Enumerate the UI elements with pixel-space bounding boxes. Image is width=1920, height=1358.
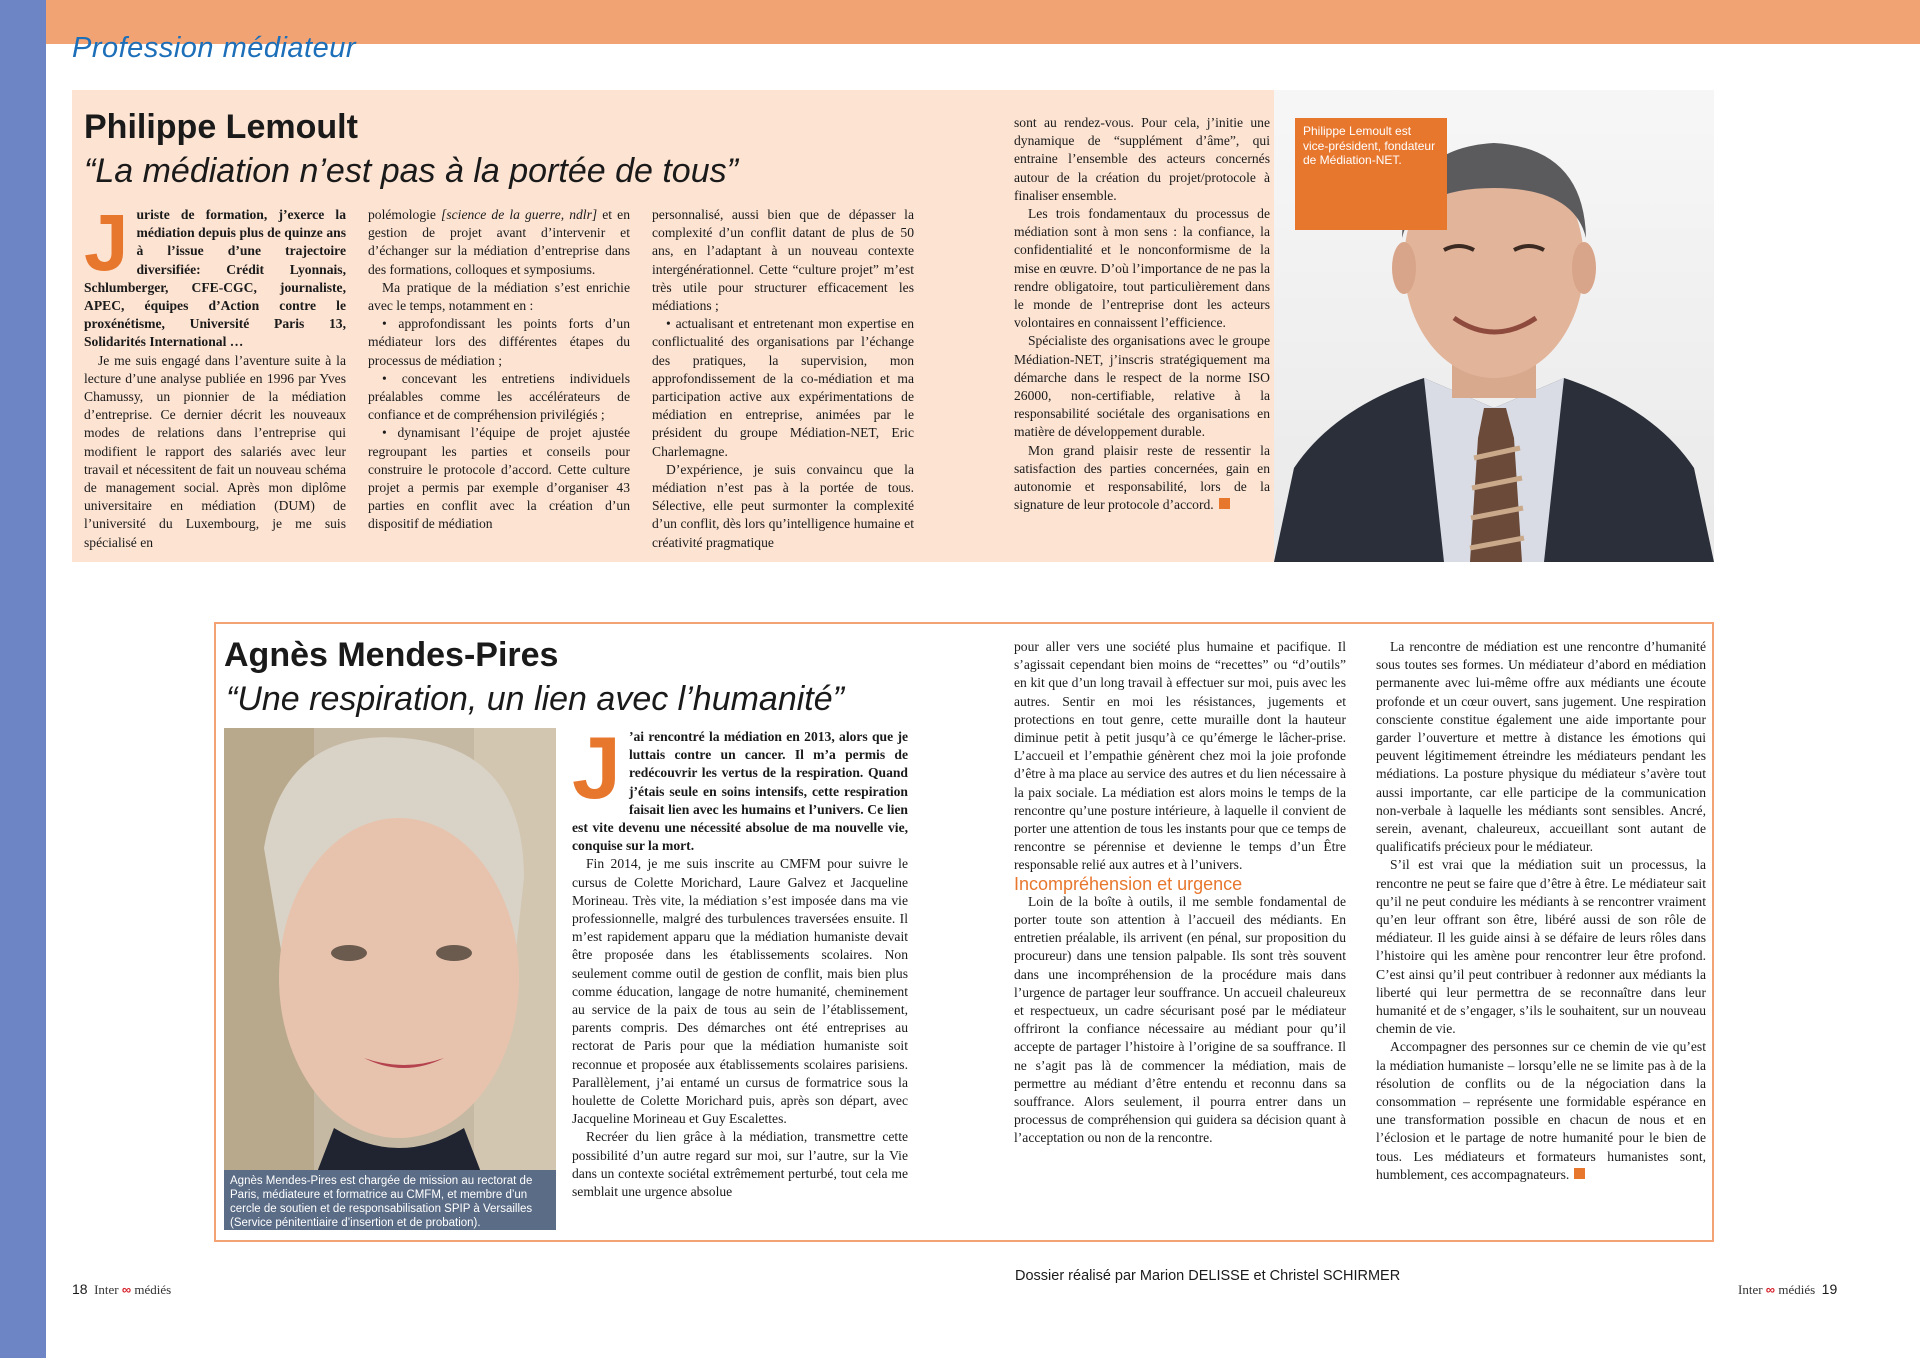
article1-column-2 [368, 206, 630, 534]
article1-dropcap: J [84, 198, 129, 287]
article1-paragraph: sont au rendez-vous. Pour cela, j’initie une dynamique de “supplément d’âme”, qui entraine l’ensemble des acteurs concernés autour de la création du projet/protocole à finaliser ensemble. [1014, 115, 1270, 203]
infinity-logo-icon: ∞ [121, 1282, 132, 1297]
page-number-right: 19 [1821, 1281, 1838, 1297]
end-mark-icon [1219, 498, 1230, 509]
article2-column-1 [572, 718, 908, 1201]
article1-paragraph: Spécialiste des organisations avec le groupe Médiation-NET, j’inscris stratégiquement ma démarche dans le respect de la norme ISO 26000, non-certifiable, relative à la responsabilité sociétale des organisations en matière de développement durable. [1014, 333, 1270, 440]
magazine-name-medies: médiés [134, 1282, 172, 1297]
article1-bullet: • approfondissant les points forts d’un médiateur lors des différentes étapes du processus de médiation ; [368, 316, 630, 368]
article1-paragraph: Mon grand plaisir reste de ressentir la satisfaction des parties concernées, gain en autonomie et responsabilité, lors de la signature de leur protocole d’accord. [1014, 442, 1270, 513]
portrait-photo-mendes-pires [224, 728, 556, 1206]
article2-paragraph: Fin 2014, je me suis inscrite au CMFM pour suivre le cursus de Colette Morichard, Laure Galvez et Jacqueline Morineau. Très vite, la médiation s’est imposée dans ma vie professionnelle, malgré des turbulences traversées ensuite. Il m’est rapidement apparu que la médiation humaniste devait être proposée dans les établissements scolaires. Non seulement comme outil de gestion de conflit, mais bien plus comme éducation, langage de notre humanité, cheminement au service de la paix de tous au sein de l’établissement, parents compris. Des démarches ont été entreprises au rectorat de Paris pour que la médiation humaniste soit reconnue et proposée aux établissements scolaires parisiens. Parallèlement, j’ai entamé un cursus de formatrice sous la houlette de Colette Morichard puis, après son départ, avec Jacqueline Morineau et Guy Escalettes. [572, 856, 908, 1127]
article1-bullet: • dynamisant l’équipe de projet ajustée regroupant les parties et conseils pour construire le protocole d’accord. Cette culture projet a permis par exemple d’organiser 43 parties en conflit avec la création d’un dispositif de médiation [368, 425, 630, 532]
article2-paragraph: Recréer du lien grâce à la médiation, transmettre cette possibilité d’un autre regard sur moi, sur l’autre, sur la Vie dans un contexte sociétal extrêmement perturbé, tout cela me semblait une urgence absolue [572, 1129, 908, 1200]
article2-paragraph: pour aller vers une société plus humaine et pacifique. Il s’agissait cependant bien moins de “recettes” ou “d’outils” en kit que d’un long travail à effectuer sur moi, puis avec les autres. Sentir en moi les résistances, jugements et protections en tout genre, cette muraille dont la hauteur diminue petit à petit jusqu’à ce qu’émerge le lâcher-prise. L’accueil et l’empathie génèrent chez moi la joie profonde d’être à ma place au service des autres et du lien nécessaire à la paix sociale. La médiation est alors moins le temps de la rencontre qu’une posture intérieure, à laquelle il convient de porter une attention de tous les instants pour que ce temps de rencontre se pérennise et devienne le temps d’un Être responsable relié aux autres et à l’univers. [1014, 639, 1346, 873]
article1-paragraph: polémologie [science de la guerre, ndlr] et en gestion de projet avant d’intervenir et d’échanger sur la médiation d’entreprise dans des formations, colloques et symposiums. [368, 207, 630, 277]
article1-paragraph: Ma pratique de la médiation s’est enrichie avec le temps, notamment en : [368, 279, 630, 314]
left-color-band [0, 0, 46, 1358]
article1-lead: uriste de formation, j’exerce la médiation depuis plus de quinze ans à l’issue d’une trajectoire diversifiée: Crédit Lyonnais, Schlumberger, CFE-CGC, journaliste, APEC, équipes d’Action contre le proxénétisme, Université Paris 13, Solidarités International … [84, 207, 346, 350]
article2-lead: ’ai rencontré la médiation en 2013, alors que je luttais contre un cancer. Il m’a permis de redécouvrir les vertus de la respiration. Quand j’étais seule en soins intensifs, cette respiration faisait lien avec les humains et l’univers. Ce lien est vite devenu une nécessité absolue de ma nouvelle vie, conquise sur la mort. [572, 729, 908, 854]
article1-bullet: • actualisant et entretenant mon expertise en conflictualité des organisations par l’échange des pratiques, la supervision, mon approfondissement de la co-médiation et ma participation active aux expérimentations de médiation en entreprise, animées par le président du groupe Médiation-NET, Eric Charlemagne. [652, 316, 914, 459]
folio-right [1738, 1281, 1837, 1298]
article2-subheading: Incompréhension et urgence [1014, 873, 1243, 894]
article-mendes-pires [214, 622, 1714, 1242]
article2-dropcap: J [572, 718, 621, 817]
article1-paragraph: Les trois fondamentaux du processus de médiation sont à mon sens : la confiance, la confidentialité et le nonconformisme de la mise en œuvre. D’où l’importance de ne pas la rendre obligatoire, tout particulièrement dans le monde de l’entreprise dont les acteurs volontaires en connaissent l’efficience. [1014, 206, 1270, 331]
article1-name: Philippe Lemoult [84, 108, 358, 146]
article2-column-3 [1376, 638, 1706, 1184]
photo-caption-lemoult: Philippe Lemoult est vice-président, fondateur de Médiation-NET. [1295, 118, 1447, 230]
article1-quote: “La médiation n’est pas à la portée de tous” [84, 152, 738, 190]
folio-left [72, 1281, 171, 1298]
magazine-name-medies: médiés [1778, 1282, 1816, 1297]
dossier-credit: Dossier réalisé par Marion DELISSE et Christel SCHIRMER [1015, 1268, 1401, 1284]
article2-paragraph: La rencontre de médiation est une rencontre d’humanité sous toutes ses formes. Un médiateur d’abord en médiation permanente avec lui-même offre aux médiants une écoute profonde et un cœur ouvert, sans jugement. Une respiration consciente constitue également une aide importante pour garder l’ouverture et mettre à distance les émotions qui peuvent légitimement étreindre les médiateurs pendant les médiations. La posture physique du médiateur s’avère tout aussi importante, car elle participe de la communication non-verbale à laquelle les médiants sont sensibles. Ancré, serein, avenant, chaleureux, accueillant sont autant de qualificatifs précieux pour le médiateur. [1376, 639, 1706, 855]
article2-column-2 [1014, 638, 1346, 1148]
article1-paragraph: Je me suis engagé dans l’aventure suite à la lecture d’une analyse publiée en 1996 par Yves Chamussy, un pionnier de la médiation d’entreprise. Ce dernier décrit les nouveaux modes de relations dans l’entreprise qui modifient le rapport des salariés avec leur travail et nécessitent de fait un nouveau schéma de management social. Après mon diplôme universitaire en médiation (DUM) de l’université du Luxembourg, je me suis spécialisé en [84, 352, 346, 550]
article1-column-3 [652, 206, 914, 552]
magazine-name-inter: Inter [1738, 1282, 1763, 1297]
article2-name: Agnès Mendes-Pires [224, 636, 559, 674]
article2-quote: “Une respiration, un lien avec l’humanité” [226, 680, 844, 718]
article1-column-1 [84, 198, 346, 552]
end-mark-icon [1574, 1168, 1585, 1179]
article1-column-4 [1014, 114, 1270, 514]
article2-paragraph: S’il est vrai que la médiation suit un processus, la rencontre ne peut se faire que d’être à être. Le médiateur sait qu’il ne peut conduire les médiants à se rencontrer vraiment qu’en leur offrant son être, libéré aussi de son rôle de médiateur. Il les guide ainsi à se défaire de leurs rôles dans l’histoire qui les amène pour rencontrer leur être profond. C’est ainsi qu’il peut contribuer à redonner aux médiants la liberté qui leur permettra de se reconnaître dans leur humanité et de s’engager, s’ils le souhaitent, sur un nouveau chemin de vie. [1376, 857, 1706, 1037]
article-lemoult [72, 90, 1714, 562]
page-number-left: 18 [72, 1281, 88, 1297]
magazine-name-inter: Inter [94, 1282, 119, 1297]
article2-paragraph: Loin de la boîte à outils, il me semble fondamental de porter toute son attention à l’accueil des médiants. En entretien préalable, ils arrivent (en pénal, sur proposition du procureur) dans une tension palpable. Ils sont très souvent dans une incompréhension de la procédure mais dans l’urgence de partager leur souffrance. Un accueil chaleureux et respectueux, un cadre sécurisant posé par le médiateur offriront la confiance nécessaire au médiant pour qu’il accepte de partager l’histoire à l’origine de sa souffrance. Il ne s’agit pas là de commencer la médiation, mais de permettre au médiant d’être entendu et reconnu dans sa souffrance. Alors seulement, il pourra entrer dans un processus de compréhension qui guidera sa décision quant à l’acceptation ou non de la rencontre. [1014, 893, 1346, 1146]
article1-paragraph: personnalisé, aussi bien que de dépasser la complexité d’un conflit datant de plus de 50 ans, en l’adaptant à un nouveau contexte intergénérationnel. Cette “culture projet” m’est très utile pour structurer efficacement les médiations ; [652, 207, 914, 314]
article1-paragraph: D’expérience, je suis convaincu que la médiation n’est pas à la portée de tous. Sélective, elle peut surmonter la complexité d’un conflit, dès lors qu’intelligence humaine et créativité pragmatique [652, 461, 914, 550]
article1-bullet: • concevant les entretiens individuels préalables comme les accélérateurs de confiance et de compréhension privilégiés ; [368, 370, 630, 423]
article2-paragraph: Accompagner des personnes sur ce chemin de vie qu’est la médiation humaniste – lorsqu’elle ne se limite pas à de la résolution de conflits ou de la négociation dans la consommation – représente une formidable espérance en une transformation possible en chacun de nous et en l’éclosion et le partage de notre humanité pour le bien de tous. Les médiateurs et formateurs humanistes sont, humblement, ces accompagnateurs. [1376, 1039, 1706, 1182]
photo-caption-mendes-pires: Agnès Mendes-Pires est chargée de mission au rectorat de Paris, médiateure et formatrice au CMFM, et membre d’un cercle de soutien et de responsabilisation SPIP à Versailles (Service pénitentiaire d’insertion et de probation). [224, 1170, 556, 1230]
section-title: Profession médiateur [72, 32, 357, 64]
infinity-logo-icon: ∞ [1765, 1282, 1776, 1297]
